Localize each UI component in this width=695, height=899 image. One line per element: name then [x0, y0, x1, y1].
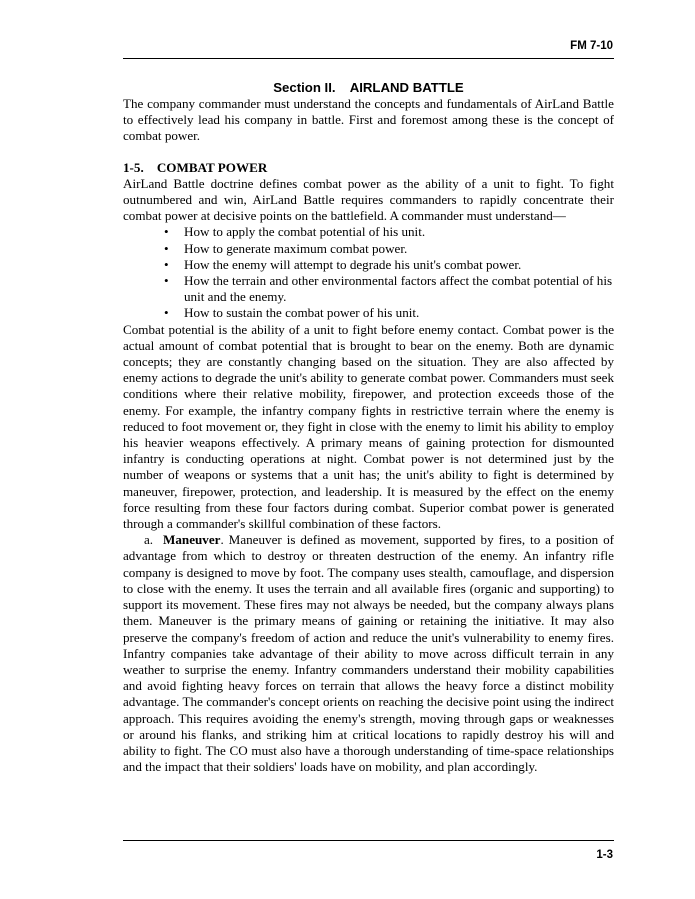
- paragraph-intro-1-5: AirLand Battle doctrine defines combat power as the ability of a unit to fight. To fight outnumbered and win, AirLand Battle requires commanders to rapidly concentrate their combat power at decisive points on the battlefield. A commander must understand—: [123, 175, 614, 224]
- list-item: • How to sustain the combat power of his unit.: [184, 305, 614, 321]
- subparagraph-text: . Maneuver is defined as movement, supported by fires, to a position of advantage from which to destroy or threaten destruction of the enemy. An infantry rifle company is designed to move by foot. The company uses stealth, camouflage, and dispersion to close with the enemy. It uses the terrain and all available fires (organic and supporting) to support its movement. These fires may not always be needed, but the company always plans them. Maneuver is the primary means of gaining or retaining the initiative. It may also preserve the company's freedom of action and reduce the unit's vulnerability to enemy fires. Infantry companies take advantage of their ability to move across difficult terrain in any weather to surprise the enemy. Infantry commanders understand their mobility capabilities and avoid fighting heavy forces on terrain that allows the heavy force a distinct mobility advantage. The commander's concept orients on reaching the decisive point using the indirect approach. This requires avoiding the enemy's strength, moving through gaps or weaknesses or around his flanks, and striking him at critical locations to rapidly destroy his will and ability to fight. The CO must also have a thorough understanding of time-space relationships and the impact that their soldiers' loads have on mobility, and plan accordingly.: [123, 532, 614, 775]
- list-item: • How to generate maximum combat power.: [184, 241, 614, 257]
- paragraph-title-1-5: 1-5. COMBAT POWER: [123, 159, 268, 175]
- paragraph-body-1-5: Combat potential is the ability of a unit to fight before enemy contact. Combat power is the actual amount of combat potential that is brought to bear on the enemy. Both are dynamic concepts; they are constantly changing based on the situation. They are also affected by enemy actions to degrade the unit's ability to generate combat power. Commanders must seek conditions where their relative mobility, firepower, and protection exceeds those of the enemy. For example, the infantry company fights in restrictive terrain where the enemy is reduced to foot movement or, they fight in close with the enemy to limit his ability to employ his heavier weapons effectively. A primary means of gaining protection for dismounted infantry is conducting operations at night. Combat power is not determined just by the number of weapons or systems that a unit has; the unit's ability to fight is determined by maneuver, firepower, protection, and leadership. It is measured by the effect on the enemy force resulting from these four factors during combat. Superior combat power is generated through a commander's skillful combination of these factors.: [123, 321, 614, 532]
- subparagraph-a: [123, 532, 614, 775]
- footer-rule: [123, 840, 614, 841]
- bullet-list: [123, 224, 614, 321]
- paragraph-gap: [123, 145, 614, 160]
- header-rule: [123, 58, 614, 59]
- page-content: [123, 80, 614, 775]
- list-item: • How to apply the combat potential of his unit.: [184, 224, 614, 240]
- list-item: • How the enemy will attempt to degrade his unit's combat power.: [184, 257, 614, 273]
- subparagraph-title: Maneuver: [163, 532, 221, 548]
- page-number: 1-3: [596, 849, 613, 861]
- subparagraph-letter: a.: [144, 532, 154, 548]
- section-intro: The company commander must understand the concepts and fundamentals of AirLand Battle to effectively lead his company in battle. First and foremost among these is the concept of combat power.: [123, 96, 614, 144]
- manual-header: FM 7-10: [570, 40, 613, 52]
- list-item: • How the terrain and other environmental factors affect the combat potential of his unit and the enemy.: [184, 273, 614, 305]
- section-title: Section II. AIRLAND BATTLE: [273, 80, 464, 95]
